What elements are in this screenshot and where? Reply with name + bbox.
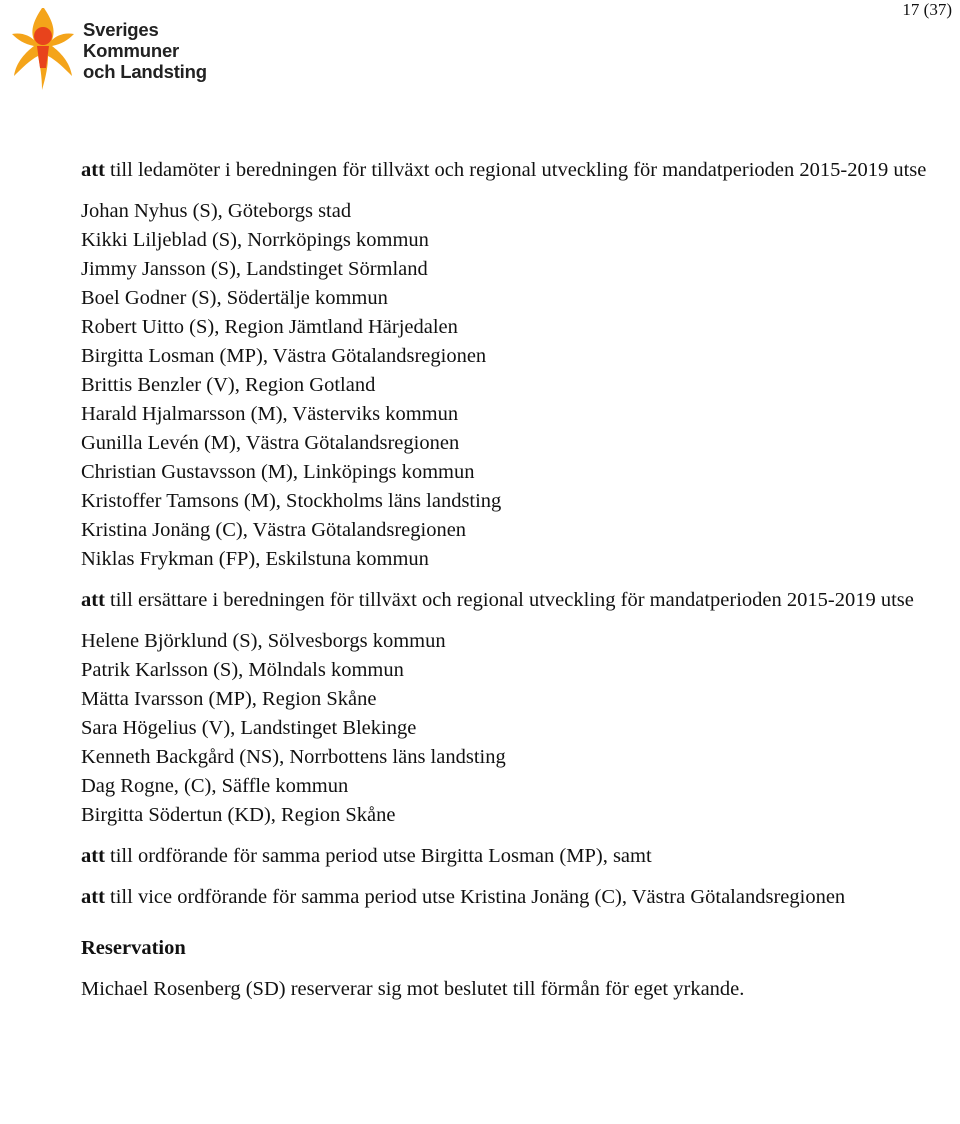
att-keyword: att bbox=[81, 886, 105, 908]
document-body bbox=[81, 156, 941, 1016]
list-item: Kristoffer Tamsons (M), Stockholms läns landsting bbox=[81, 490, 502, 512]
logo-line-1: Sveriges bbox=[83, 19, 159, 40]
logo-line-2: Kommuner bbox=[83, 40, 180, 61]
substitutes-intro-text: till ersättare i beredningen för tillväxt och regional utveckling för mandatperioden 2015-2019 utse bbox=[104, 589, 914, 611]
list-item: Jimmy Jansson (S), Landstinget Sörmland bbox=[81, 258, 428, 280]
vice-chair-decision-text: till vice ordförande för samma period utse Kristina Jonäng (C), Västra Götalandsregionen bbox=[104, 886, 846, 908]
substitutes-list bbox=[81, 627, 941, 830]
vice-chair-decision bbox=[81, 883, 941, 912]
skl-logo-icon bbox=[4, 6, 82, 92]
list-item: Sara Högelius (V), Landstinget Blekinge bbox=[81, 717, 417, 739]
list-item: Helene Björklund (S), Sölvesborgs kommun bbox=[81, 630, 446, 652]
att-keyword: att bbox=[81, 589, 105, 611]
list-item: Harald Hjalmarsson (M), Västerviks kommun bbox=[81, 403, 459, 425]
list-item: Birgitta Losman (MP), Västra Götalandsregionen bbox=[81, 345, 487, 367]
list-item: Kikki Liljeblad (S), Norrköpings kommun bbox=[81, 229, 429, 251]
att-keyword: att bbox=[81, 159, 105, 181]
list-item: Dag Rogne, (C), Säffle kommun bbox=[81, 775, 349, 797]
list-item: Kenneth Backgård (NS), Norrbottens läns landsting bbox=[81, 746, 506, 768]
list-item: Mätta Ivarsson (MP), Region Skåne bbox=[81, 688, 377, 710]
list-item: Robert Uitto (S), Region Jämtland Härjedalen bbox=[81, 316, 458, 338]
list-item: Patrik Karlsson (S), Mölndals kommun bbox=[81, 659, 404, 681]
list-item: Boel Godner (S), Södertälje kommun bbox=[81, 287, 388, 309]
list-item: Kristina Jonäng (C), Västra Götalandsregionen bbox=[81, 519, 467, 541]
members-intro bbox=[81, 156, 941, 185]
list-item: Johan Nyhus (S), Göteborgs stad bbox=[81, 200, 352, 222]
list-item: Niklas Frykman (FP), Eskilstuna kommun bbox=[81, 548, 429, 570]
list-item: Brittis Benzler (V), Region Gotland bbox=[81, 374, 376, 396]
list-item: Birgitta Södertun (KD), Region Skåne bbox=[81, 804, 396, 826]
att-keyword: att bbox=[81, 845, 105, 867]
reservation-text: Michael Rosenberg (SD) reserverar sig mot beslutet till förmån för eget yrkande. bbox=[81, 978, 745, 1000]
logo-wordmark bbox=[83, 19, 207, 82]
page-number: 17 (37) bbox=[902, 0, 952, 19]
logo-line-3: och Landsting bbox=[83, 61, 207, 82]
chair-decision-text: till ordförande för samma period utse Birgitta Losman (MP), samt bbox=[104, 845, 652, 867]
members-list bbox=[81, 197, 941, 574]
reservation-heading: Reservation bbox=[81, 937, 186, 959]
chair-decision bbox=[81, 842, 941, 871]
substitutes-intro bbox=[81, 586, 941, 615]
list-item: Gunilla Levén (M), Västra Götalandsregionen bbox=[81, 432, 460, 454]
members-intro-text: till ledamöter i beredningen för tillväxt och regional utveckling för mandatperioden 2015-2019 utse bbox=[104, 159, 927, 181]
list-item: Christian Gustavsson (M), Linköpings kommun bbox=[81, 461, 475, 483]
logo bbox=[4, 6, 214, 92]
